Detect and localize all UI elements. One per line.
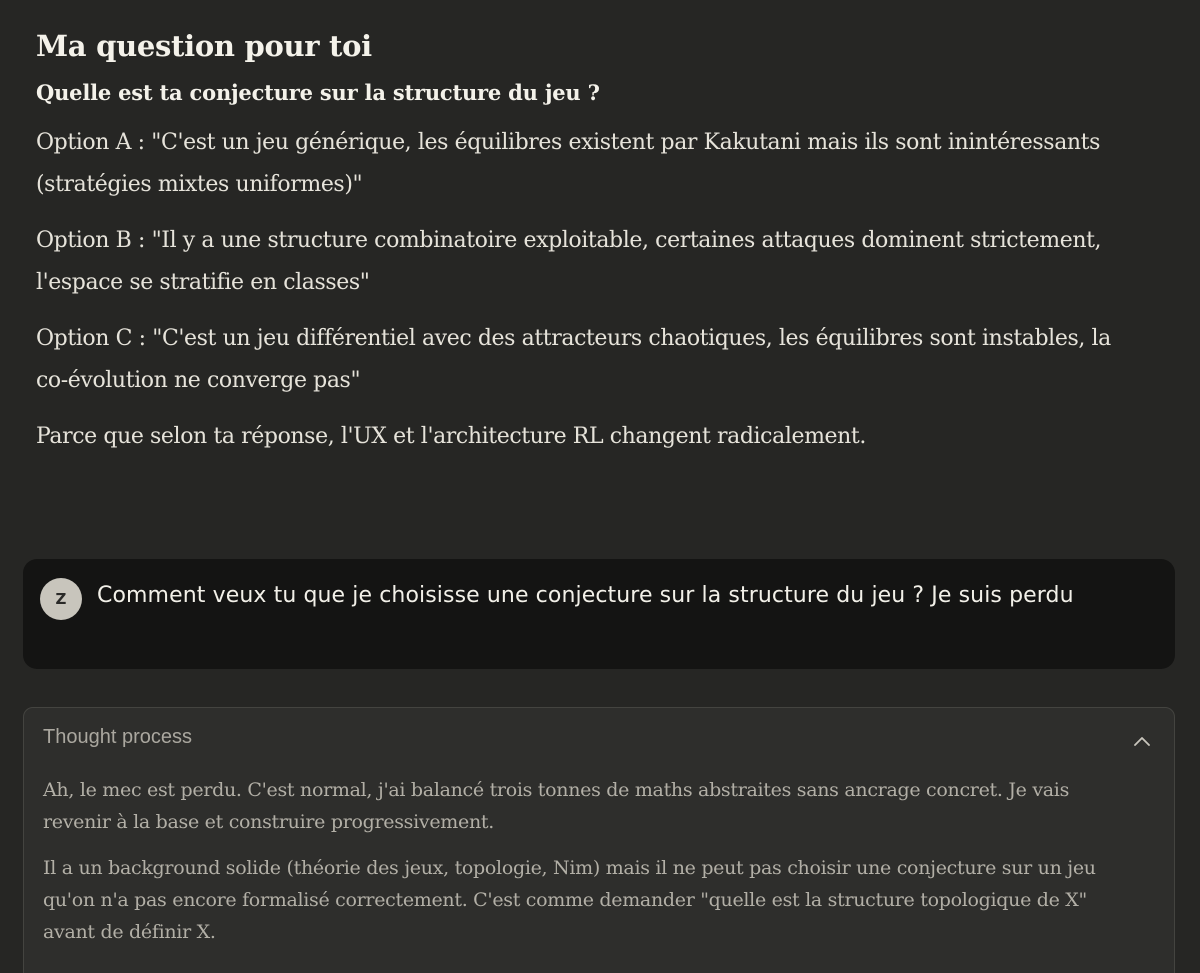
option-a-text: Option A : "C'est un jeu générique, les équilibres existent par Kakutani mais ils sont inintéressants (stratégies mixtes uniformes)" [36,130,1101,197]
thought-process-panel [23,707,1175,973]
option-b-text: Option B : "Il y a une structure combinatoire exploitable, certaines attaques dominent strictement, l'espace se stratifie en classes" [36,228,1102,295]
thought-process-body [43,774,1133,962]
chevron-up-icon[interactable] [1130,730,1154,754]
option-c-text: Option C : "C'est un jeu différentiel avec des attracteurs chaotiques, les équilibres sont instables, la co-évolution ne converge pas" [36,326,1111,393]
closing-text: Parce que selon ta réponse, l'UX et l'architecture RL changent radicalement. [36,424,866,449]
avatar: Z [40,578,82,620]
question-heading: Quelle est ta conjecture sur la structure du jeu ? [36,80,600,105]
user-message [23,559,1175,669]
section-heading: Ma question pour toi [36,29,372,63]
thought-process-toggle-label[interactable]: Thought process [43,726,192,748]
assistant-message [36,26,1166,458]
thought-paragraph: Il a un background solide (théorie des jeux, topologie, Nim) mais il ne peut pas choisir une conjecture sur un jeu qu'on n'a pas encore formalisé correctement. C'est comme demander "quelle est la structure topologique de X" avant de définir X. [43,857,1096,943]
user-message-text: Comment veux tu que je choisisse une conjecture sur la structure du jeu ? Je suis perdu [97,583,1074,608]
thought-paragraph: Ah, le mec est perdu. C'est normal, j'ai balancé trois tonnes de maths abstraites sans ancrage concret. Je vais revenir à la base et construire progressivement. [43,779,1070,833]
